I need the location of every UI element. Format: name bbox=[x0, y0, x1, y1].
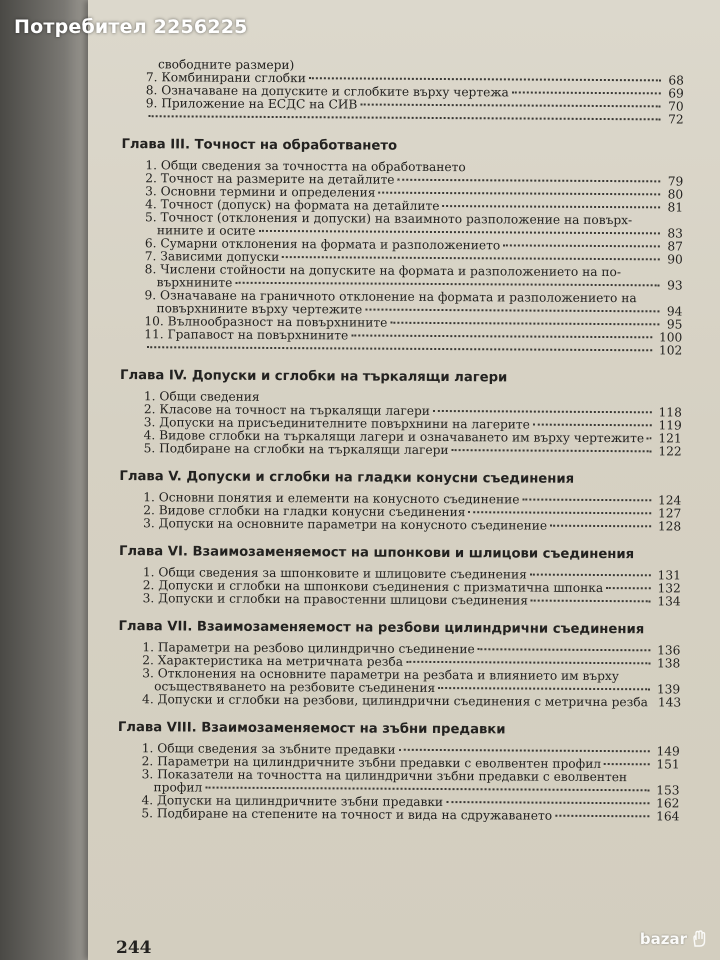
toc-entry-page: 136 bbox=[657, 643, 681, 658]
chapter-heading: Глава III. Точност на обработването bbox=[121, 137, 398, 154]
toc-entry-title: върхнините bbox=[156, 275, 233, 290]
table-of-contents bbox=[107, 58, 684, 823]
logo-text: bazar bbox=[639, 930, 687, 948]
toc-entry-title: 1. Общи сведения за шпонковите и шлицовите съединения bbox=[142, 565, 527, 582]
toc-entry-page: 138 bbox=[657, 656, 681, 671]
dot-leader bbox=[604, 763, 649, 765]
toc-entry-title: 11. Грапавост на повърхнините bbox=[144, 327, 349, 343]
toc-chapters bbox=[107, 137, 683, 823]
dot-leader bbox=[433, 410, 652, 413]
chapter-section bbox=[108, 619, 681, 709]
toc-entry-title: 4. Допуски на цилиндричните зъбни предавки bbox=[141, 793, 444, 810]
toc-entry-title: 3. Допуски на присъединителните повърхнини на лагерите bbox=[143, 415, 530, 432]
toc-entry-title: 4. Допуски и сглобки на резбови, цилиндрични съединения с метрична резба bbox=[142, 692, 648, 710]
toc-entry-title: повърхнините върху чертежите bbox=[156, 301, 363, 317]
toc-entry-title: 1. Общи сведения за зъбните предавки bbox=[141, 741, 396, 757]
dot-leader bbox=[259, 230, 661, 234]
toc-entry-title: 4. Точност (допуск) на формата на детайлите bbox=[145, 197, 440, 214]
dot-leader bbox=[351, 334, 652, 338]
dot-leader bbox=[446, 801, 649, 804]
toc-entry-title: 2. Точност на размерите на детайлите bbox=[145, 171, 395, 187]
dot-leader bbox=[503, 244, 660, 247]
dot-leader bbox=[379, 192, 661, 196]
toc-entry-page: 121 bbox=[658, 431, 682, 446]
chapter-section bbox=[110, 368, 683, 458]
dot-leader bbox=[365, 309, 660, 313]
dot-leader bbox=[398, 179, 661, 183]
hand-icon bbox=[690, 930, 708, 948]
toc-entry-page: 119 bbox=[658, 418, 682, 433]
toc-entry bbox=[110, 341, 682, 357]
dot-leader bbox=[606, 587, 650, 589]
toc-entry-title: 5. Точност (отклонения и допуски) на взаимното разположение на повърх- bbox=[144, 210, 633, 228]
toc-entry-title: 7. Комбинирани сглобки bbox=[145, 70, 306, 86]
chapter-section bbox=[107, 720, 680, 823]
toc-entry-title: 8. Означаване на допуските и сглобките върху чертежа bbox=[145, 83, 509, 100]
toc-entry-page: 87 bbox=[667, 239, 683, 254]
toc-entry-page: 68 bbox=[668, 73, 684, 88]
toc-entry-page: 149 bbox=[656, 744, 680, 759]
toc-entry-title: 2. Допуски и сглобки на шпонкови съединения с призматична шпонка bbox=[142, 578, 604, 596]
toc-entry-page: 80 bbox=[667, 187, 684, 202]
dot-leader bbox=[360, 104, 661, 108]
toc-entry-title: 3. Допуски на основните параметри на конусното съединение bbox=[143, 516, 548, 533]
toc-entry-title: 1. Общи сведения bbox=[143, 389, 260, 404]
toc-entry-title: 7. Зависими допуски bbox=[144, 249, 280, 265]
toc-entry-page: 151 bbox=[656, 757, 680, 772]
toc-entry-title: 10. Вълнообразност на повърхнините bbox=[144, 314, 388, 330]
toc-entry-page: 69 bbox=[668, 86, 684, 101]
toc-entry-title: 1. Общи сведения за точността на обработването bbox=[145, 158, 466, 175]
toc-entry-page: 72 bbox=[668, 112, 684, 127]
dot-leader bbox=[149, 115, 661, 120]
toc-entry-title: 2. Класове на точност на търкалящи лагери bbox=[143, 402, 430, 418]
dot-leader bbox=[147, 346, 652, 351]
dot-leader bbox=[512, 91, 661, 94]
toc-entry-page: 70 bbox=[668, 99, 684, 114]
toc-entry-page: 94 bbox=[666, 304, 683, 319]
toc-entry-title: 5. Подбиране на сглобки на търкалящи лагери bbox=[143, 441, 449, 458]
toc-entry-page: 153 bbox=[656, 783, 680, 798]
chapter-heading: Глава V. Допуски и сглобки на гладки конусни съединения bbox=[119, 469, 575, 487]
chapter-heading: Глава IV. Допуски и сглобки на търкалящи лагери bbox=[120, 368, 508, 386]
toc-entry-page: 143 bbox=[657, 695, 682, 710]
dot-leader bbox=[530, 574, 651, 577]
toc-entry-title: 5. Подбиране на степените на точност и вида на сдружаването bbox=[141, 806, 553, 823]
chapter-heading: Глава VIII. Взаимозаменяемост на зъбни предавки bbox=[117, 720, 506, 738]
dot-leader bbox=[522, 499, 651, 502]
toc-entry-title: 2. Параметри на цилиндричните зъбни предавки с еволвентен профил bbox=[141, 754, 602, 772]
dot-leader bbox=[452, 449, 652, 452]
toc-entry-title: 3. Основни термини и определения bbox=[145, 184, 376, 200]
toc-entry-page: 93 bbox=[667, 278, 683, 293]
dot-leader bbox=[282, 256, 660, 260]
toc-entry-page: 118 bbox=[658, 405, 682, 420]
dot-leader bbox=[309, 77, 661, 81]
toc-entry-page: 81 bbox=[667, 200, 684, 215]
toc-entry-title: 3. Допуски и сглобки на правостенни шлицови съединения bbox=[142, 591, 529, 608]
toc-entry-title: осъществяването на резбовите съединения bbox=[154, 679, 436, 695]
toc-entry-title: 3. Отклонения на основните параметри на резбата и влиянието им върху bbox=[142, 666, 620, 684]
toc-entry-title: 6. Сумарни отклонения на формата и разположението bbox=[144, 236, 501, 253]
toc-entry-title: 2. Видове сглобки на гладки конусни съединения bbox=[143, 503, 466, 520]
bazar-logo bbox=[640, 930, 708, 948]
dot-leader bbox=[235, 282, 660, 287]
dot-leader bbox=[555, 815, 649, 818]
dot-leader bbox=[398, 749, 649, 753]
toc-entry-page: 124 bbox=[657, 493, 682, 508]
toc-intro-section bbox=[112, 58, 684, 126]
dot-leader bbox=[647, 437, 651, 439]
dot-leader bbox=[478, 648, 650, 651]
toc-entry bbox=[108, 693, 680, 709]
toc-entry-title: 9. Приложение на ЕСДС на СИВ bbox=[145, 96, 358, 112]
toc-entry-title: профил bbox=[153, 780, 203, 795]
dot-leader bbox=[443, 205, 661, 208]
toc-entry-page: 164 bbox=[656, 809, 680, 824]
chapter-section bbox=[109, 469, 681, 533]
dot-leader bbox=[469, 511, 651, 514]
toc-entry-title: 4. Видове сглобки на търкалящи лагери и означаването им върху чертежите bbox=[143, 428, 645, 446]
toc-entry-page: 162 bbox=[656, 796, 680, 811]
book-binding-shadow bbox=[0, 0, 92, 960]
toc-entry-title: 3. Показатели на точността на цилиндрични зъбни предавки с еволвентен bbox=[141, 767, 628, 785]
toc-entry-title: свободните размери) bbox=[157, 57, 295, 73]
toc-entry-page: 139 bbox=[656, 682, 681, 697]
toc-entry-page: 79 bbox=[667, 174, 684, 189]
toc-entry-page: 83 bbox=[667, 226, 683, 241]
toc-entry-page: 127 bbox=[657, 506, 682, 521]
toc-entry-page: 132 bbox=[657, 581, 681, 596]
page-number: 244 bbox=[116, 938, 152, 958]
toc-entry-page: 134 bbox=[657, 594, 681, 609]
toc-entry-title: нините и осите bbox=[156, 223, 256, 238]
dot-leader bbox=[550, 525, 651, 528]
toc-entry-title: 2. Характеристика на метричната резба bbox=[142, 653, 404, 669]
dot-leader bbox=[390, 322, 660, 326]
chapter-heading: Глава VII. Взаимозаменяемост на резбови цилиндрични съединения bbox=[118, 619, 645, 638]
toc-entry-title: 1. Основни понятия и елементи на конусното съединение bbox=[143, 490, 520, 507]
seller-watermark: Потребител 2256225 bbox=[14, 16, 248, 38]
dot-leader bbox=[531, 600, 650, 603]
toc-entry bbox=[109, 517, 681, 533]
toc-entry-page: 122 bbox=[658, 444, 682, 459]
toc-entry-page: 102 bbox=[658, 343, 683, 358]
toc-entry-page: 100 bbox=[658, 330, 683, 345]
dot-leader bbox=[205, 787, 649, 792]
dot-leader bbox=[438, 687, 650, 690]
toc-entry-title: 1. Параметри на резбово цилиндрично съединение bbox=[142, 640, 475, 657]
dot-leader bbox=[406, 661, 650, 664]
chapter-heading: Глава VI. Взаимозаменяемост на шпонкови и шлицови съединения bbox=[118, 544, 635, 563]
toc-entry-page: 128 bbox=[657, 519, 682, 534]
toc-entry-page: 131 bbox=[657, 568, 681, 583]
toc-entry-page: 95 bbox=[666, 317, 683, 332]
chapter-section bbox=[109, 544, 681, 608]
toc-entry bbox=[112, 110, 684, 126]
chapter-section bbox=[110, 137, 683, 357]
toc-entry-page: 90 bbox=[667, 252, 683, 267]
dot-leader bbox=[533, 424, 652, 427]
toc-entry-title: 9. Означаване на граничното отклонение на формата и разположението на bbox=[144, 288, 637, 306]
toc-entry-title: 8. Числени стойности на допуските на формата и разположението на по- bbox=[144, 262, 622, 280]
